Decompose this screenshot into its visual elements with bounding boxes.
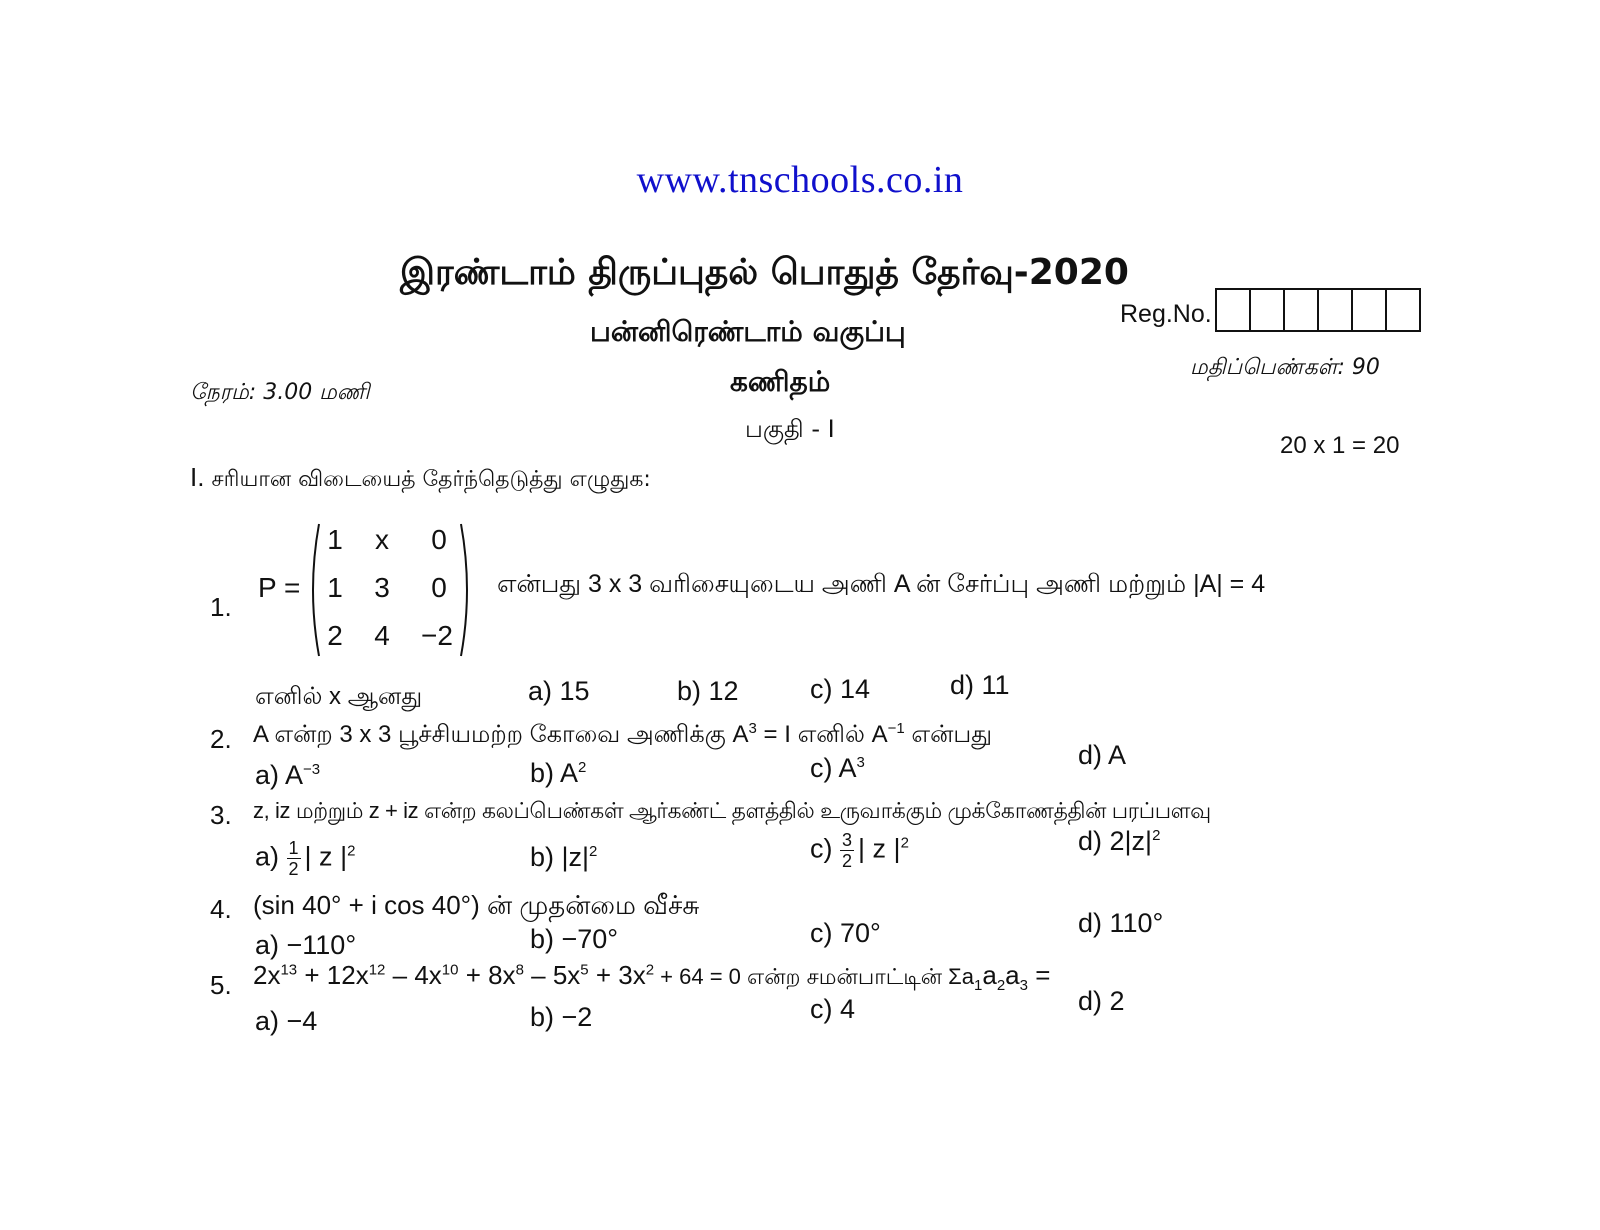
q2-number: 2. bbox=[210, 724, 232, 754]
q5-exponent: 5 bbox=[580, 961, 589, 979]
matrix-cell: 2 bbox=[327, 620, 343, 651]
abs-z: | z | bbox=[858, 833, 901, 864]
q3-option-b bbox=[530, 842, 597, 873]
q5-part: + 12x bbox=[297, 960, 369, 990]
q5-part: a bbox=[982, 960, 997, 990]
reg-box bbox=[1319, 290, 1353, 330]
reg-no-boxes bbox=[1215, 288, 1421, 332]
q4-text: (sin 40° + i cos 40°) ன் முதன்மை வீச்சு bbox=[253, 890, 700, 920]
reg-box bbox=[1217, 290, 1251, 330]
q4-number: 4. bbox=[210, 894, 232, 924]
reg-box bbox=[1251, 290, 1285, 330]
section-instruction bbox=[190, 462, 651, 495]
q3-text: z, iz மற்றும் z + iz என்ற கலப்பெண்கள் ஆர்கண்ட் தளத்தில் உருவாக்கும் முக்கோணத்தின் பரப்பளவு bbox=[253, 798, 1211, 823]
q1-lhs: P = bbox=[258, 572, 301, 603]
q5-number: 5. bbox=[210, 970, 232, 1000]
option-exponent: 2 bbox=[1152, 827, 1161, 844]
option-label: a) bbox=[255, 841, 280, 872]
option-label: b) A bbox=[530, 758, 579, 788]
q4-option-b: b) −70° bbox=[530, 924, 619, 954]
q5-part: 2x bbox=[253, 960, 281, 990]
matrix-cell: x bbox=[375, 524, 389, 555]
matrix-cell: 3 bbox=[374, 572, 390, 603]
q5-exponent: 12 bbox=[368, 961, 386, 979]
q5-exponent: 10 bbox=[441, 961, 459, 979]
option-label: a) A bbox=[255, 760, 304, 790]
q3-option-c bbox=[810, 830, 909, 871]
reg-box bbox=[1387, 290, 1419, 330]
option-label: b) |z| bbox=[530, 842, 590, 872]
q5-exponent: 8 bbox=[515, 961, 524, 979]
q1-number: 1. bbox=[210, 592, 232, 622]
q4-option-d: d) 110° bbox=[1078, 908, 1164, 938]
q2-exponent: 3 bbox=[748, 720, 757, 737]
matrix-cell: 1 bbox=[327, 524, 343, 555]
q5-option-b: b) −2 bbox=[530, 1002, 593, 1032]
option-label: c) bbox=[810, 833, 833, 864]
option-label: c) A bbox=[810, 753, 857, 783]
q2-text-part: = I எனில் A bbox=[756, 721, 888, 748]
q5-part: + 64 = 0 என்ற சமன்பாட்டின் Σa bbox=[654, 964, 974, 989]
q5-part: = bbox=[1027, 960, 1051, 990]
q3-option-a bbox=[255, 838, 355, 879]
q5-subscript: 2 bbox=[996, 977, 1006, 995]
q1-option-a: a) 15 bbox=[528, 676, 590, 706]
q4-option-c: c) 70° bbox=[810, 918, 881, 948]
q5-exponent: 2 bbox=[645, 961, 655, 979]
q5-part: + 3x bbox=[588, 960, 646, 990]
q1-text: என்பது 3 x 3 வரிசையுடைய அணி A ன் சேர்ப்பு அணி மற்றும் |A| = 4 bbox=[497, 570, 1266, 598]
fraction-num: 1 bbox=[288, 838, 299, 858]
fraction-num: 3 bbox=[842, 830, 853, 850]
exam-title: இரண்டாம் திருப்புதல் பொதுத் தேர்வு-2020 bbox=[400, 252, 1129, 293]
website-url: www.tnschools.co.in bbox=[636, 159, 964, 201]
abs-z: | z | bbox=[304, 841, 348, 872]
class-subtitle: பன்னிரெண்டாம் வகுப்பு bbox=[590, 315, 906, 348]
subject-title: கணிதம் bbox=[730, 365, 831, 398]
time-label: நேரம்: 3.00 மணி bbox=[190, 380, 370, 405]
q5-part: + 8x bbox=[458, 960, 516, 990]
q1-option-b: b) 12 bbox=[677, 676, 739, 706]
matrix-cell: 0 bbox=[431, 572, 447, 603]
marks-allocation: 20 x 1 = 20 bbox=[1280, 432, 1400, 459]
q1-option-d: d) 11 bbox=[950, 670, 1010, 700]
q1-text-cont: எனில் x ஆனது bbox=[255, 683, 423, 710]
matrix-cell: 1 bbox=[327, 572, 343, 603]
q5-part: – 4x bbox=[385, 960, 442, 990]
section-number: I. bbox=[190, 462, 205, 492]
fraction-den: 2 bbox=[288, 859, 299, 879]
option-exponent: 2 bbox=[578, 759, 587, 776]
q5-text bbox=[253, 960, 1050, 994]
q1-matrix bbox=[305, 520, 475, 660]
part-label: பகுதி - I bbox=[745, 415, 835, 443]
q5-exponent: 13 bbox=[280, 961, 298, 979]
q2-option-b bbox=[530, 758, 586, 789]
q5-part: a bbox=[1005, 960, 1020, 990]
option-exponent: 2 bbox=[347, 842, 356, 860]
q1-option-c: c) 14 bbox=[810, 674, 871, 704]
q3-number: 3. bbox=[210, 800, 232, 830]
matrix-cell: 0 bbox=[431, 524, 447, 555]
reg-box bbox=[1353, 290, 1387, 330]
q5-option-d: d) 2 bbox=[1078, 986, 1125, 1016]
option-label: d) 2|z| bbox=[1078, 826, 1153, 856]
matrix-cell: −2 bbox=[421, 620, 453, 651]
q4-option-a: a) −110° bbox=[255, 930, 357, 960]
q2-text-part: A என்ற 3 x 3 பூச்சியமற்ற கோவை அணிக்கு A bbox=[253, 721, 749, 748]
q5-subscript: 3 bbox=[1019, 977, 1028, 995]
q2-option-a bbox=[255, 760, 320, 791]
fraction bbox=[287, 838, 301, 879]
q2-text-part: என்பது bbox=[904, 721, 993, 748]
q2-option-c bbox=[810, 753, 865, 784]
option-exponent: −3 bbox=[303, 761, 321, 778]
reg-box bbox=[1285, 290, 1319, 330]
q3-option-d bbox=[1078, 826, 1160, 857]
q5-part: – 5x bbox=[523, 960, 581, 990]
q2-exponent: −1 bbox=[887, 720, 905, 737]
option-exponent: 2 bbox=[589, 843, 598, 860]
instruction-text: சரியான விடையைத் தேர்ந்தெடுத்து எழுதுக: bbox=[211, 467, 651, 492]
q2-option-d: d) A bbox=[1078, 740, 1127, 770]
option-exponent: 2 bbox=[900, 834, 909, 852]
fraction bbox=[840, 830, 854, 871]
matrix-cell: 4 bbox=[374, 620, 390, 651]
q5-option-c: c) 4 bbox=[810, 994, 856, 1024]
fraction-den: 2 bbox=[842, 851, 853, 871]
reg-no-label: Reg.No. bbox=[1120, 300, 1212, 328]
option-exponent: 3 bbox=[856, 754, 865, 771]
q5-subscript: 1 bbox=[974, 977, 983, 995]
q5-option-a: a) −4 bbox=[255, 1006, 318, 1036]
q2-text bbox=[253, 720, 992, 751]
marks-label: மதிப்பெண்கள்: 90 bbox=[1190, 355, 1380, 380]
